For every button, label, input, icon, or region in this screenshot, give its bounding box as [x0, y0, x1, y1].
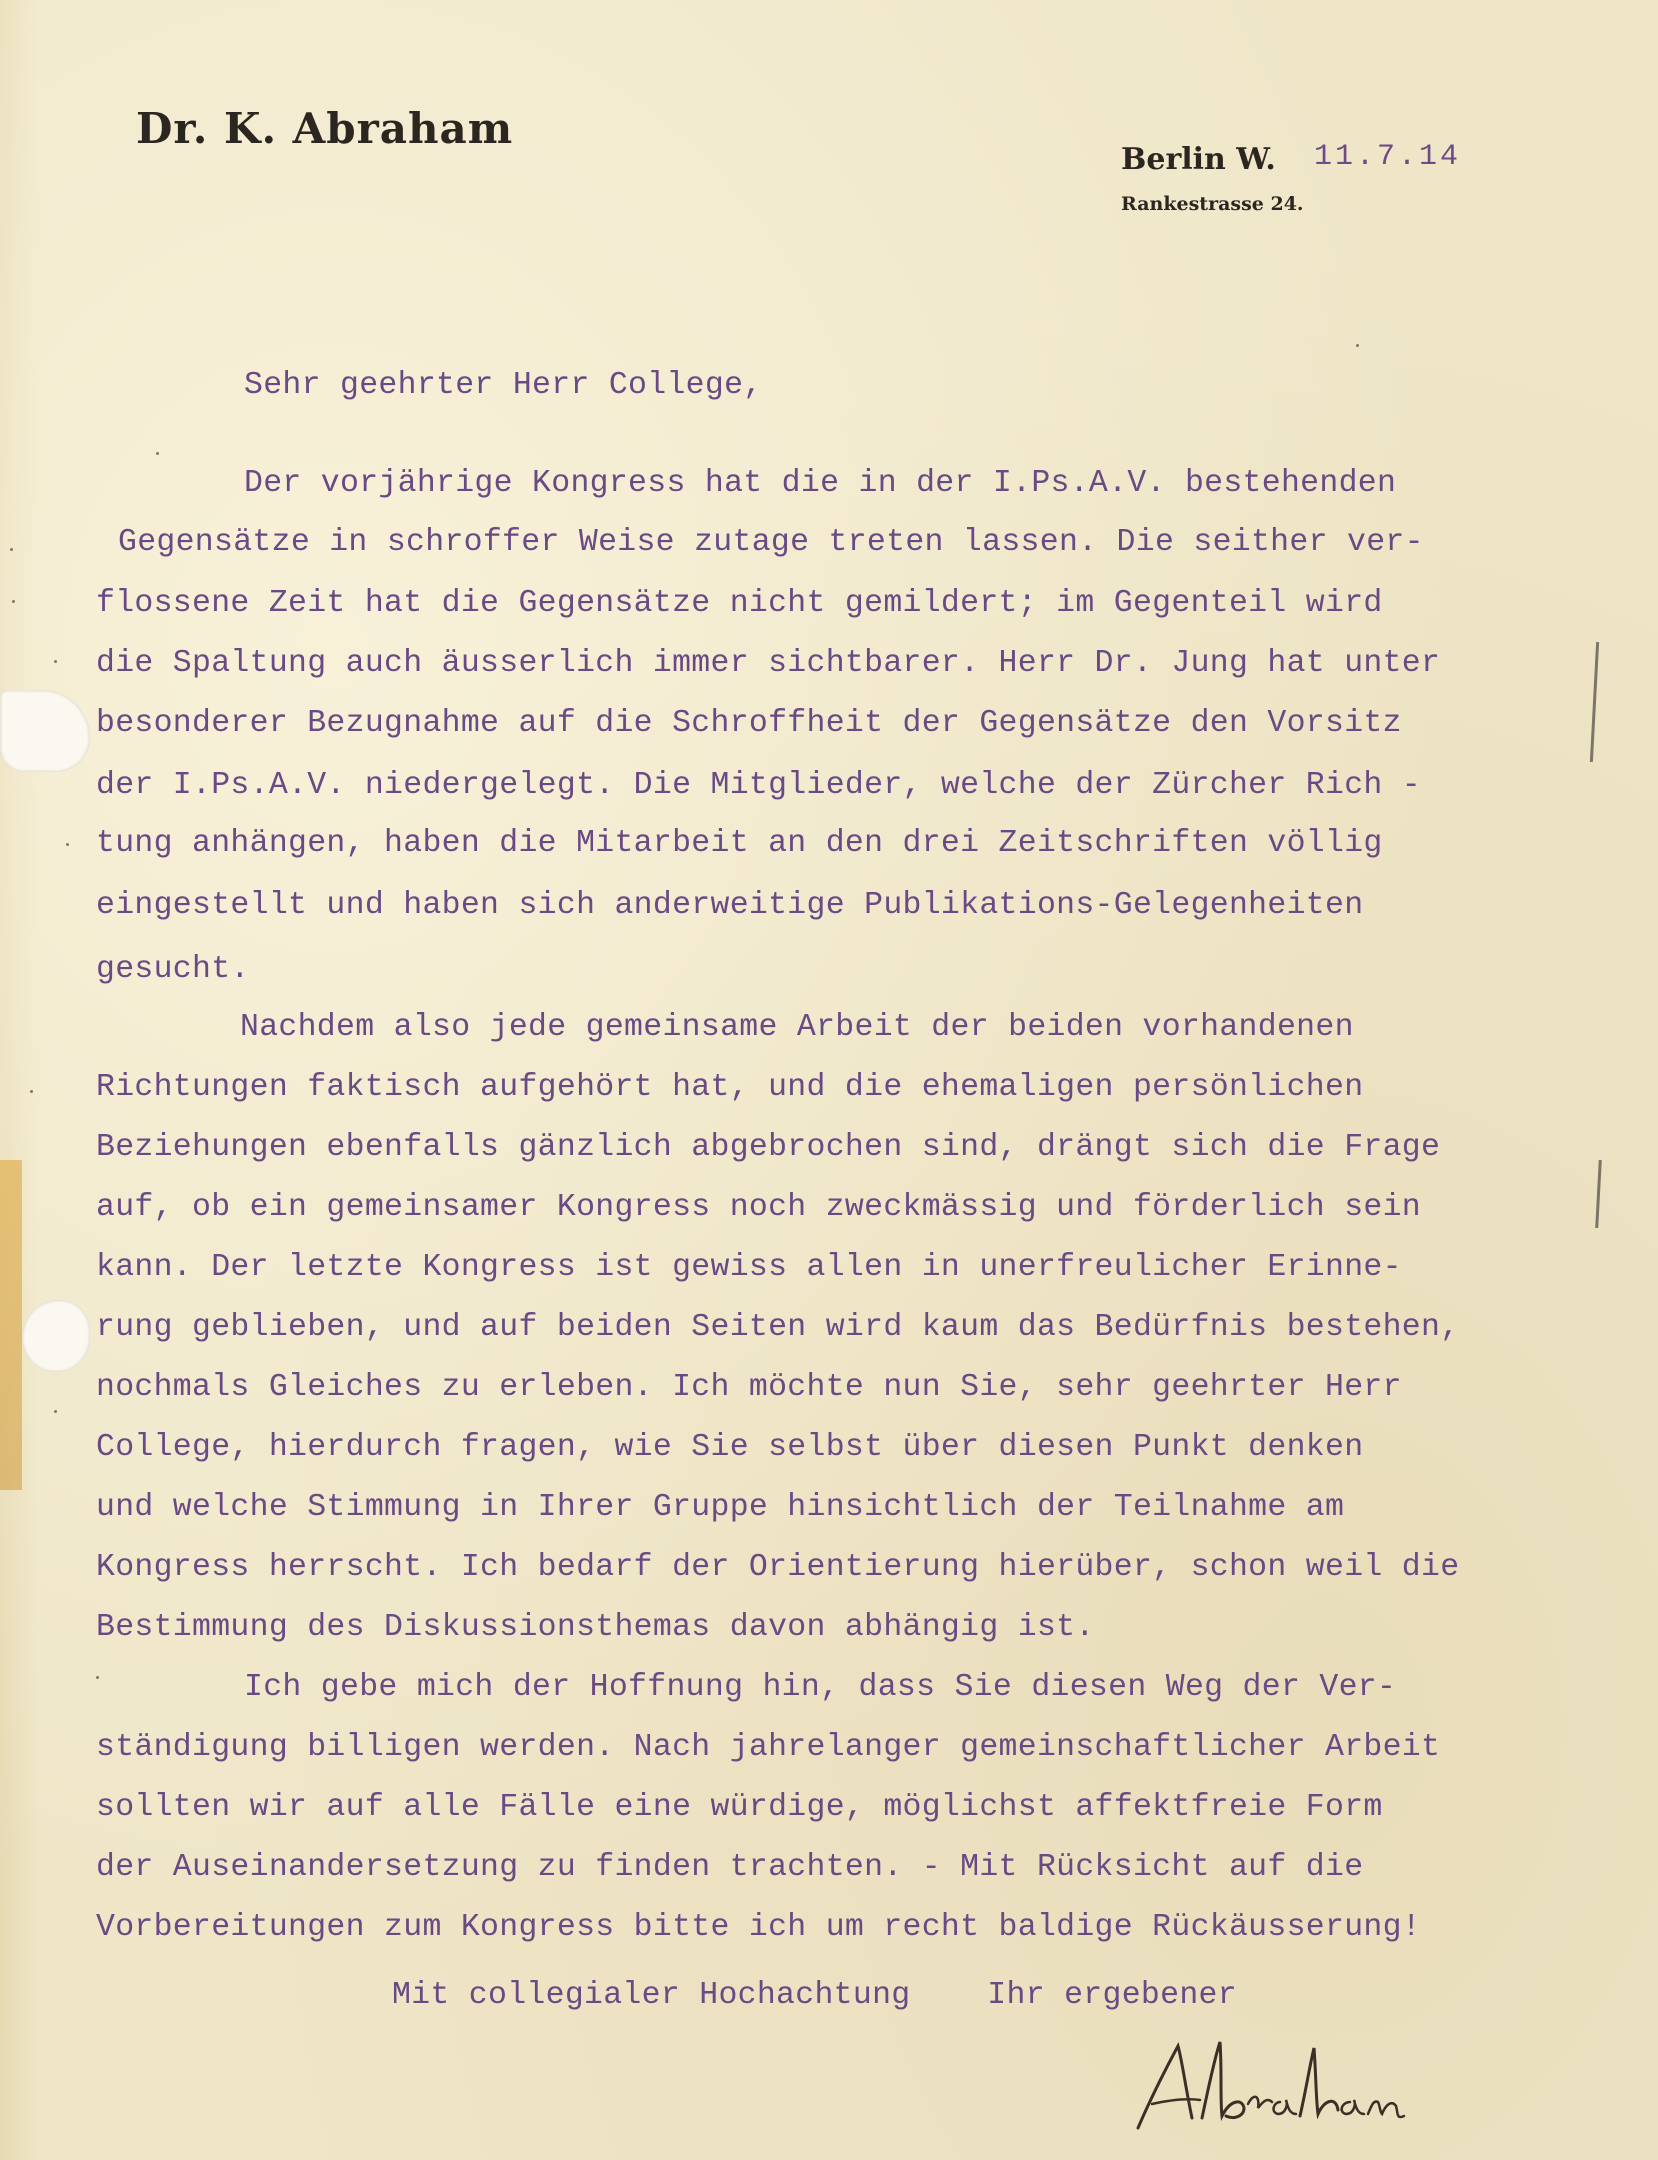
- paper-tear: [0, 690, 90, 772]
- body-line: eingestellt und haben sich anderweitige Publikations-Gelegenheiten: [96, 888, 1364, 923]
- body-line: die Spaltung auch äusserlich immer sichtbarer. Herr Dr. Jung hat unter: [96, 646, 1441, 681]
- body-line: flossene Zeit hat die Gegensätze nicht gemildert; im Gegenteil wird: [96, 586, 1383, 621]
- paper-speck: [54, 660, 57, 663]
- body-line: und welche Stimmung in Ihrer Gruppe hinsichtlich der Teilnahme am: [96, 1490, 1345, 1525]
- body-line: tung anhängen, haben die Mitarbeit an den drei Zeitschriften völlig: [96, 826, 1383, 861]
- body-line: gesucht.: [96, 952, 250, 987]
- body-line: Bestimmung des Diskussionsthemas davon abhängig ist.: [96, 1610, 1095, 1645]
- body-line: Vorbereitungen zum Kongress bitte ich um recht baldige Rückäusserung!: [96, 1910, 1422, 1945]
- paper-speck: [1356, 344, 1359, 347]
- body-line: Ich gebe mich der Hoffnung hin, dass Sie diesen Weg der Ver-: [244, 1670, 1397, 1705]
- body-line: Gegensätze in schroffer Weise zutage treten lassen. Die seither ver-: [118, 525, 1424, 560]
- body-line: College, hierdurch fragen, wie Sie selbst über diesen Punkt denken: [96, 1430, 1364, 1465]
- paper-speck: [156, 452, 159, 455]
- body-line: rung geblieben, und auf beiden Seiten wird kaum das Bedürfnis bestehen,: [96, 1310, 1460, 1345]
- body-line: kann. Der letzte Kongress ist gewiss allen in unerfreulicher Erinne-: [96, 1250, 1402, 1285]
- letter-date: 11.7.14: [1314, 140, 1462, 174]
- body-line: besonderer Bezugnahme auf die Schroffheit der Gegensätze den Vorsitz: [96, 706, 1402, 741]
- body-line: Beziehungen ebenfalls gänzlich abgebrochen sind, drängt sich die Frage: [96, 1130, 1441, 1165]
- margin-pencil-mark: [1590, 642, 1599, 762]
- body-line: Richtungen faktisch aufgehört hat, und die ehemaligen persönlichen: [96, 1070, 1364, 1105]
- body-line: nochmals Gleiches zu erleben. Ich möchte nun Sie, sehr geehrter Herr: [96, 1370, 1402, 1405]
- body-line: Nachdem also jede gemeinsame Arbeit der beiden vorhandenen: [240, 1010, 1354, 1045]
- paper-speck: [96, 1676, 99, 1679]
- salutation: Sehr geehrter Herr College,: [244, 368, 763, 403]
- paper-stain: [0, 1160, 22, 1490]
- body-line: ständigung billigen werden. Nach jahrelanger gemeinschaftlicher Arbeit: [96, 1730, 1441, 1765]
- letterhead-name: Dr. K. Abraham: [136, 104, 514, 153]
- body-line: auf, ob ein gemeinsamer Kongress noch zweckmässig und förderlich sein: [96, 1190, 1422, 1225]
- paper-speck: [10, 548, 13, 551]
- body-line: der Auseinandersetzung zu finden trachten. - Mit Rücksicht auf die: [96, 1850, 1364, 1885]
- letterhead-street: Rankestrasse 24.: [1121, 193, 1304, 215]
- paper-tear: [22, 1300, 90, 1372]
- body-line: der I.Ps.A.V. niedergelegt. Die Mitglieder, welche der Zürcher Rich -: [96, 768, 1422, 803]
- body-line: Kongress herrscht. Ich bedarf der Orientierung hierüber, schon weil die: [96, 1550, 1460, 1585]
- letterhead-city: Berlin W.: [1121, 142, 1276, 177]
- paper-speck: [30, 1090, 33, 1093]
- closing-line: Mit collegialer Hochachtung Ihr ergebener: [392, 1978, 1237, 2013]
- paper-speck: [66, 843, 69, 846]
- handwritten-signature: [1130, 2020, 1410, 2140]
- paper-speck: [54, 1410, 57, 1413]
- paper-speck: [12, 600, 15, 603]
- body-line: Der vorjährige Kongress hat die in der I.Ps.A.V. bestehenden: [244, 466, 1397, 501]
- margin-pencil-mark: [1595, 1160, 1602, 1228]
- body-line: sollten wir auf alle Fälle eine würdige, möglichst affektfreie Form: [96, 1790, 1383, 1825]
